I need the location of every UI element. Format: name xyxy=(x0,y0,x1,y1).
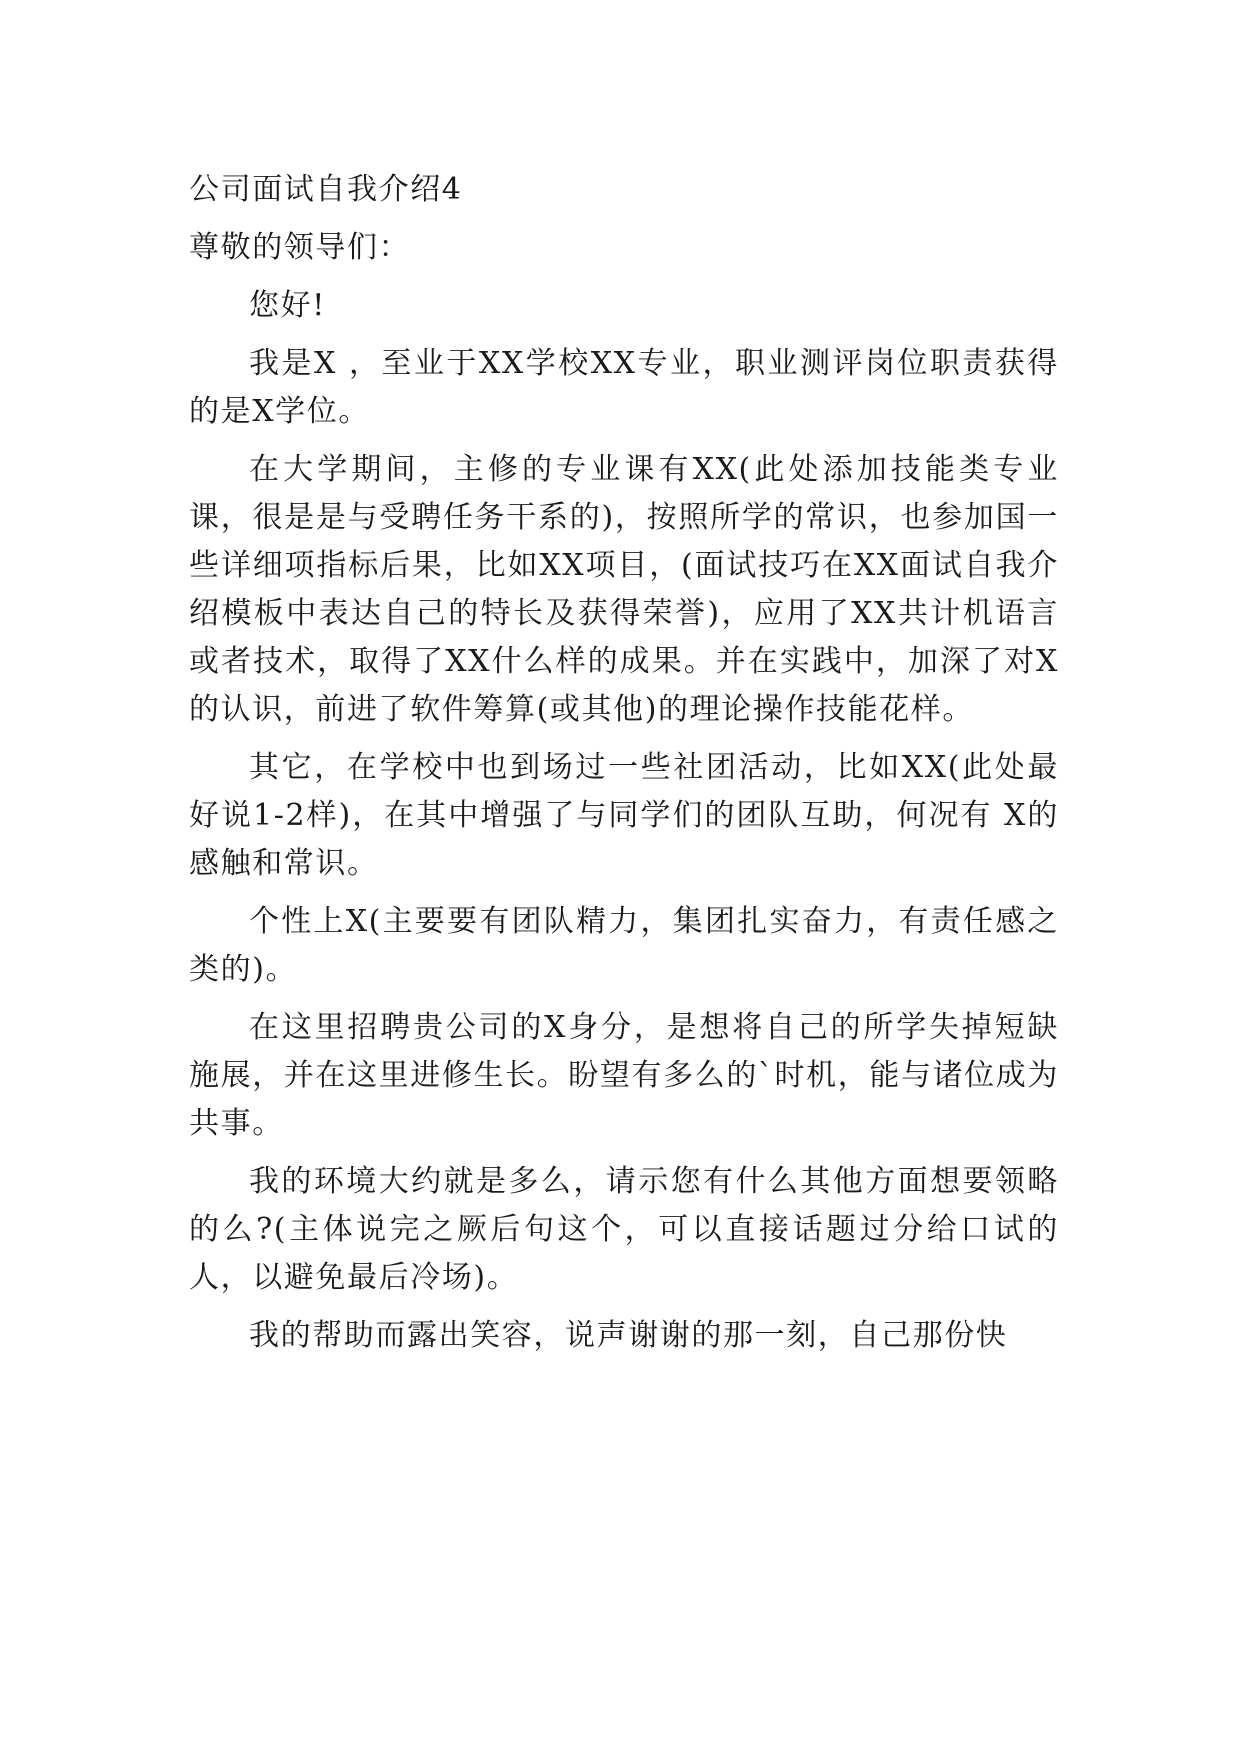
paragraph-closing-question: 我的环境大约就是多么，请示您有什么其他方面想要领略的么?(主体说完之厥后句这个，可以直接话题过分给口试的人，以避免最后冷场)。 xyxy=(189,1164,1059,1295)
paragraph-motivation: 在这里招聘贵公司的X身分，是想将自己的所学失掉短缺施展，并在这里进修生长。盼望有多么的`时机，能与诸位成为共事。 xyxy=(189,1010,1059,1141)
paragraph-university-study: 在大学期间，主修的专业课有XX(此处添加技能类专业课，很是是与受聘任务干系的)，按照所学的常识，也参加国一些详细项指标后果，比如XX项目，(面试技巧在XX面试自我介绍模板中表达自己的特长及获得荣誉)，应用了XX共计机语言或者技术，取得了XX什么样的成果。并在实践中，加深了对X的认识，前进了软件筹算(或其他)的理论操作技能花样。 xyxy=(189,452,1059,727)
paragraph-greeting: 您好! xyxy=(249,288,326,323)
paragraph-club-activities: 其它，在学校中也到场过一些社团活动，比如XX(此处最好说1-2样)，在其中增强了与同学们的团队互助，何况有 X的感触和常识。 xyxy=(189,750,1059,881)
paragraph-identity: 我是X ，至业于XX学校XX专业，职业测评岗位职责获得的是X学位。 xyxy=(189,346,1059,429)
paragraph-personality: 个性上X(主要要有团队精力，集团扎实奋力，有责任感之类的)。 xyxy=(189,904,1059,987)
paragraph-continuation: 我的帮助而露出笑容，说声谢谢的那一刻，自己那份快 xyxy=(249,1318,1008,1353)
document-body xyxy=(189,166,1059,1370)
salutation: 尊敬的领导们： xyxy=(189,230,411,265)
document-title: 公司面试自我介绍4 xyxy=(189,172,463,207)
